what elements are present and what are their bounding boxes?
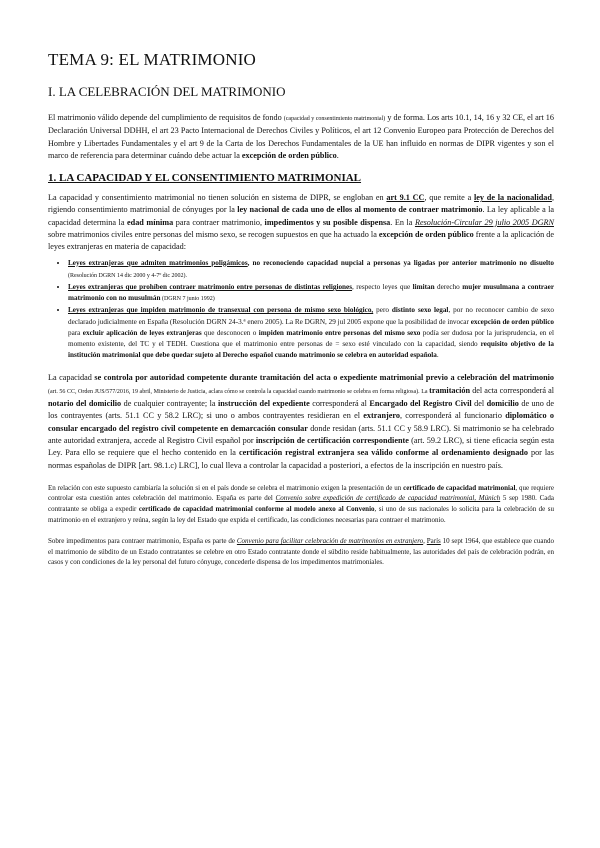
document-page <box>48 50 554 568</box>
control-paragraph: La capacidad se controla por autoridad competente durante tramitación del acta o expediente matrimonial previo a celebración del matrimonio (art. 56 CC, Orden JUS/577/2016, 19 abril, Ministerio de Justicia, aclara cómo se controla la capacidad cuando matrimonio se celebra en forma religiosa). La tramitación del acta corresponderá al notario del domicilio de cualquier contrayente; la instrucción del expediente corresponderá al Encargado del Registro Civil del domicilio de uno de los contrayentes (arts. 51.1 CC y 58.2 LRC); si uno o ambos contrayentes residieran en el extranjero, corresponderá al funcionario diplomático o consular encargado del registro civil competente en demarcación consular donde residan (arts. 51.1 CC y 58.9 LRC). Si matrimonio se ha celebrado ante autoridad extranjera, accede al Registro Civil español por inscripción de certificación correspondiente (art. 59.2 LRC), si tiene eficacia según esta Ley. Para ello se requiere que el hecho contenido en la certificación registral extranjera sea válido conforme al ordenamiento designado por las normas españolas de DIPR [art. 98.1.c) LRC], lo cual lleva a controlar la capacidad a posteriori, a efectos de la inscripción en nuestro país. <box>48 372 554 470</box>
intro-paragraph: El matrimonio válido depende del cumplimiento de requisitos de fondo (capacidad y consentimiento matrimonial) y de forma. Los arts 10.1, 14, 16 y 32 CE, el art 16 Declaración Universal DDHH, el art 23 Pacto Internacional de Derechos Civiles y Políticos, el art 12 Convenio Europeo para Protección de Derechos del Hombre y Libertades Fundamentales y el art 9 de la Carta de los Derechos Fundamentales de la UE han influido en normas de DIPR vigentes y son el marco de referencia para determinar cuándo debe actuar la excepción de orden público. <box>48 113 554 160</box>
subheading-capacidad: 1. LA CAPACIDAD Y EL CONSENTIMIENTO MATRIMONIAL <box>48 172 362 185</box>
section-heading: I. LA CELEBRACIÓN DEL MATRIMONIO <box>48 84 286 99</box>
list-item: • Leyes extranjeras que impiden matrimonio de transexual con persona de mismo sexo biológico, pero distinto sexo legal, por no reconocer cambio de sexo declarado judicialmente en España (Resolución DGRN 24-3.ª enero 2005). La Re DGRN, 29 jul 2005 expone que la posibilidad de invocar excepción de orden público para excluir aplicación de leyes extranjeras que desconocen o impiden matrimonio entre personas del mismo sexo podía ser dudosa por la jurisprudencia, en el momento existente, del TC y el TEDH. Cuestiona que el matrimonio entre personas de = sexo esté vinculado con la capacidad, siendo requisito objetivo de la institución matrimonial que debe quedar sujeto al Derecho español cuando matrimonio se celebra en autoridad española. <box>68 305 554 361</box>
impedimentos-paragraph: Sobre impedimentos para contraer matrimonio, España es parte de Convenio para facilitar celebración de matrimonios en extranjero, París 10 sept 1964, que establece que cuando el matrimonio de súbdito de un Estado contratantes se celebre en otro Estado contratante donde el súbdito reside habitualmente, las autoridades del país de celebración podrán, en casos y con condiciones de la ley personal del futuro cónyuge, concederle dispensa de los impedimentos matrimoniales. <box>48 537 554 567</box>
list-item: • Leyes extranjeras que admiten matrimonios poligámicos, no reconociendo capacidad nupcial a personas ya ligadas por anterior matrimonio no disuelto (Resolución DGRN 14 dic 2000 y 4-7º dic 2002). <box>68 258 554 282</box>
orden-publico-list <box>48 258 554 362</box>
capacidad-paragraph: La capacidad y consentimiento matrimonial no tienen solución en sistema de DIPR, se engloban en art 9.1 CC, que remite a ley de la nacionalidad, rigiendo consentimiento matrimonial de cónyuges por la ley nacional de cada uno de ellos al momento de contraer matrimonio. La ley aplicable a la capacidad determina la edad mínima para contraer matrimonio, impedimentos y su posible dispensa. En la Resolución-Circular 29 julio 2005 DGRN sobre matrimonios civiles entre personas del mismo sexo, se recogen supuestos en que ha actuado la excepción de orden público frente a la aplicación de leyes extranjeras en materia de capacidad: <box>48 193 554 252</box>
list-item: • Leyes extranjeras que prohíben contraer matrimonio entre personas de distintas religiones, respecto leyes que limitan derecho mujer musulmana a contraer matrimonio con no musulmán (DGRN 7 junio 1992) <box>68 282 554 305</box>
page-title: TEMA 9: EL MATRIMONIO <box>48 50 257 69</box>
certificado-paragraph: En relación con este supuesto cambiaría la solución si en el país donde se celebra el matrimonio exigen la presentación de un certificado de capacidad matrimonial, que requiere controlar esta cuestión antes celebración del matrimonio. España es parte del Convenio sobre expedición de certificado de capacidad matrimonial, Múnich 5 sep 1980. Cada contratante se obliga a expedir certificado de capacidad matrimonial conforme al modelo anexo al Convenio, si uno de sus nacionales lo solicita para la celebración de su matrimonio en el extranjero y reúna, según la ley del Estado que expida el certificado, las condiciones necesarias para contraer el matrimonio. <box>48 483 555 524</box>
